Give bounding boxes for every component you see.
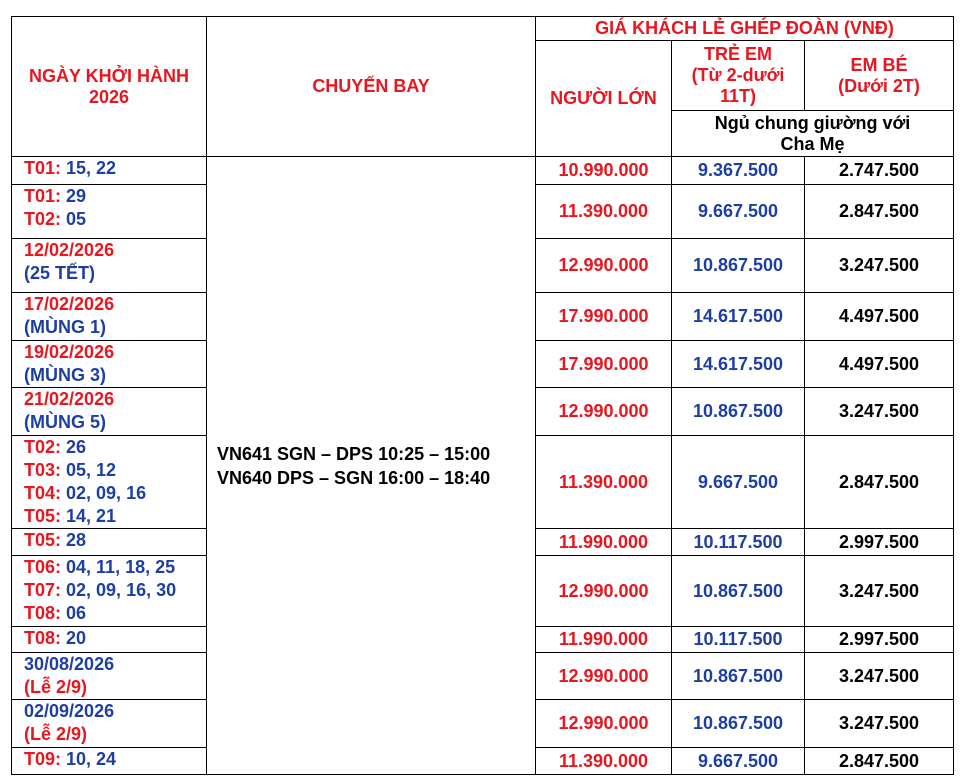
infant-header-line-1: EM BÉ [850, 54, 908, 75]
adult-price: 12.990.000 [536, 239, 672, 293]
departure-date-cell [12, 157, 207, 185]
departure-date-cell [12, 388, 207, 436]
child-price: 10.867.500 [672, 700, 805, 748]
date-line [24, 748, 206, 771]
date-days: 10, 24 [61, 749, 117, 769]
date-days: 02, 09, 16, 30 [61, 580, 177, 600]
flight-line: VN640 DPS – SGN 16:00 – 18:40 [217, 467, 491, 488]
date-line [24, 459, 206, 482]
infant-price: 3.247.500 [805, 556, 954, 627]
flight-info-cell [207, 157, 536, 775]
date-line [24, 579, 206, 602]
date-line [24, 436, 206, 459]
adult-price: 17.990.000 [536, 341, 672, 388]
departure-date-cell [12, 700, 207, 748]
departure-date-cell [12, 293, 207, 341]
adult-price: 12.990.000 [536, 700, 672, 748]
date-line [24, 653, 206, 676]
date-month: (Lễ 2/9) [24, 677, 88, 697]
infant-price: 2.847.500 [805, 185, 954, 239]
child-price: 9.367.500 [672, 157, 805, 185]
date-days: (25 TẾT) [24, 263, 96, 283]
child-price: 10.867.500 [672, 556, 805, 627]
infant-header-line-2: (Dưới 2T) [838, 75, 920, 96]
date-line [24, 411, 206, 434]
departure-date-cell [12, 653, 207, 700]
date-line [24, 293, 206, 316]
departure-date-cell [12, 748, 207, 775]
flight-column-header: CHUYẾN BAY [207, 17, 536, 157]
date-header-line-1: NGÀY KHỞI HÀNH [28, 65, 190, 86]
date-month: 12/02/2026 [24, 240, 115, 260]
date-days: 04, 11, 18, 25 [61, 557, 176, 577]
departure-date-cell [12, 529, 207, 556]
adult-price: 10.990.000 [536, 157, 672, 185]
adult-price: 12.990.000 [536, 556, 672, 627]
departure-date-cell [12, 341, 207, 388]
shared-bed-line-1: Ngủ chung giường với [714, 113, 911, 133]
adult-price: 17.990.000 [536, 293, 672, 341]
table-row [12, 157, 954, 185]
child-price: 10.867.500 [672, 239, 805, 293]
header-row-1 [12, 17, 954, 41]
date-month: T01: [24, 186, 62, 206]
date-line [24, 627, 206, 650]
date-days: 15, 22 [61, 158, 117, 178]
child-price: 14.617.500 [672, 293, 805, 341]
price-table [11, 16, 954, 775]
child-header-line-2: (Từ 2-dưới [691, 65, 785, 85]
date-line [24, 239, 206, 262]
infant-price: 4.497.500 [805, 341, 954, 388]
price-group-header: GIÁ KHÁCH LẺ GHÉP ĐOÀN (VNĐ) [536, 17, 954, 41]
infant-price: 3.247.500 [805, 388, 954, 436]
date-line [24, 208, 206, 231]
infant-price: 3.247.500 [805, 239, 954, 293]
departure-date-cell [12, 627, 207, 653]
date-line [24, 700, 206, 723]
shared-bed-line-2: Cha Mẹ [780, 134, 845, 154]
child-header-line-3: 11T) [719, 86, 757, 106]
date-line [24, 185, 206, 208]
date-month: T02: [24, 209, 62, 229]
date-days: 02, 09, 16 [61, 483, 147, 503]
date-month: T05: [24, 506, 62, 526]
date-line [24, 364, 206, 387]
date-month: T05: [24, 530, 62, 550]
child-price: 9.667.500 [672, 436, 805, 529]
flight-line: VN641 SGN – DPS 10:25 – 15:00 [217, 443, 491, 464]
date-line [24, 556, 206, 579]
date-month: T01: [24, 158, 62, 178]
date-month: T04: [24, 483, 62, 503]
date-month: T03: [24, 460, 62, 480]
date-month: 21/02/2026 [24, 389, 115, 409]
date-line [24, 482, 206, 505]
date-days: 30/08/2026 [24, 654, 115, 674]
date-month: 19/02/2026 [24, 342, 115, 362]
date-days: 05 [61, 209, 87, 229]
date-column-header [12, 17, 207, 157]
infant-price: 2.847.500 [805, 436, 954, 529]
date-line [24, 157, 206, 180]
shared-bed-header [672, 111, 954, 157]
date-month: (Lễ 2/9) [24, 724, 88, 744]
date-days: 28 [61, 530, 87, 550]
date-days: 02/09/2026 [24, 701, 115, 721]
date-days: 06 [61, 603, 87, 623]
date-line [24, 723, 206, 746]
child-price: 10.117.500 [672, 627, 805, 653]
departure-date-cell [12, 436, 207, 529]
child-price: 10.867.500 [672, 388, 805, 436]
adult-price: 12.990.000 [536, 653, 672, 700]
date-line [24, 316, 206, 339]
child-price: 9.667.500 [672, 748, 805, 775]
date-month: T06: [24, 557, 62, 577]
date-month: T09: [24, 749, 62, 769]
date-line [24, 262, 206, 285]
adult-header: NGƯỜI LỚN [536, 41, 672, 157]
infant-price: 3.247.500 [805, 653, 954, 700]
infant-price: 3.247.500 [805, 700, 954, 748]
date-month: T08: [24, 628, 62, 648]
child-price: 14.617.500 [672, 341, 805, 388]
date-month: T07: [24, 580, 62, 600]
child-price: 10.867.500 [672, 653, 805, 700]
adult-price: 11.390.000 [536, 436, 672, 529]
date-days: 14, 21 [61, 506, 117, 526]
infant-price: 2.747.500 [805, 157, 954, 185]
child-price: 9.667.500 [672, 185, 805, 239]
child-header [672, 41, 805, 111]
departure-date-cell [12, 556, 207, 627]
date-line [24, 341, 206, 364]
departure-date-cell [12, 239, 207, 293]
date-header-line-2: 2026 [88, 86, 130, 107]
date-line [24, 676, 206, 699]
infant-price: 2.997.500 [805, 529, 954, 556]
date-month: T02: [24, 437, 62, 457]
date-days: (MÙNG 5) [24, 412, 106, 432]
date-line [24, 602, 206, 625]
adult-price: 11.390.000 [536, 748, 672, 775]
date-month: T08: [24, 603, 62, 623]
date-days: 05, 12 [61, 460, 117, 480]
date-line [24, 505, 206, 528]
date-days: 29 [61, 186, 87, 206]
adult-price: 11.990.000 [536, 627, 672, 653]
date-days: 20 [61, 628, 87, 648]
date-line [24, 388, 206, 411]
departure-date-cell [12, 185, 207, 239]
date-days: (MÙNG 3) [24, 365, 106, 385]
date-month: 17/02/2026 [24, 294, 115, 314]
child-price: 10.117.500 [672, 529, 805, 556]
date-days: (MÙNG 1) [24, 317, 106, 337]
infant-header [805, 41, 954, 111]
child-header-line-1: TRẺ EM [703, 44, 772, 64]
date-line [24, 529, 206, 552]
adult-price: 11.990.000 [536, 529, 672, 556]
table-body [12, 17, 954, 775]
infant-price: 4.497.500 [805, 293, 954, 341]
adult-price: 12.990.000 [536, 388, 672, 436]
date-days: 26 [61, 437, 87, 457]
adult-price: 11.390.000 [536, 185, 672, 239]
infant-price: 2.847.500 [805, 748, 954, 775]
infant-price: 2.997.500 [805, 627, 954, 653]
